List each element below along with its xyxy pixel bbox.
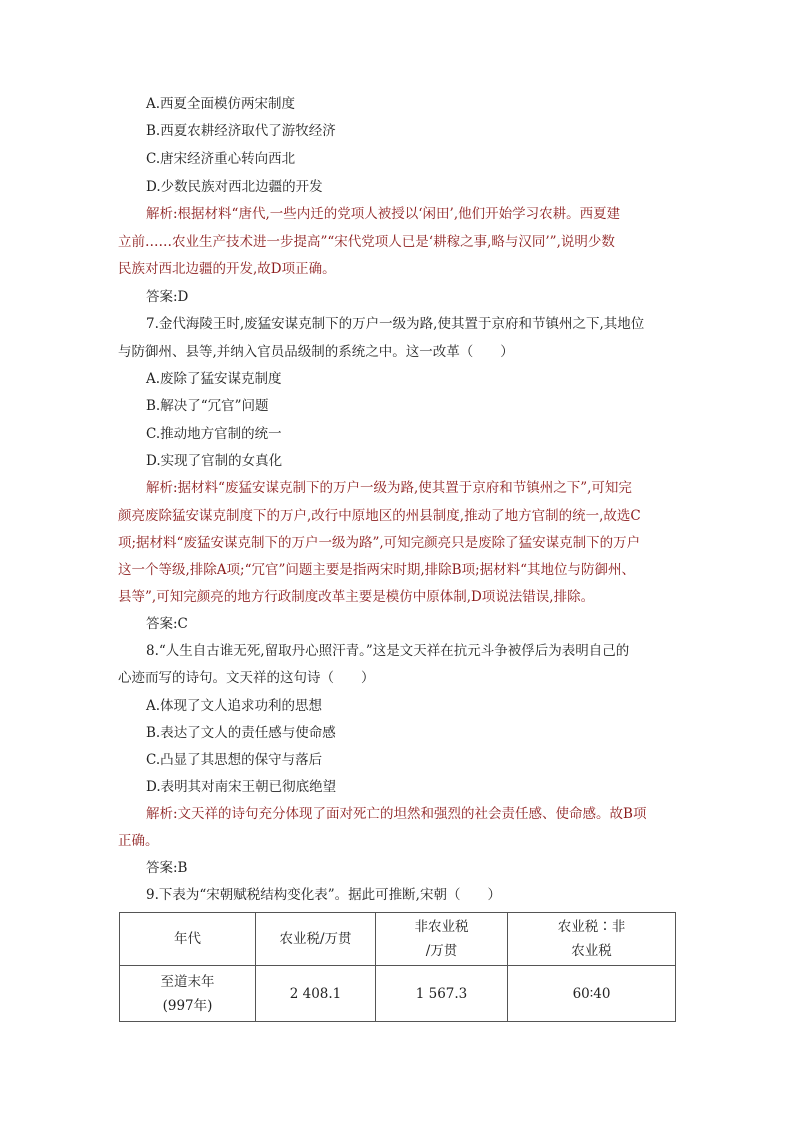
q8-analysis-line: 正确。 bbox=[118, 833, 159, 849]
q6-analysis-line: 民族对西北边疆的开发,故D项正确。 bbox=[118, 261, 336, 277]
q9-stem: 9.下表为“宋朝赋税结构变化表”。据此可推断,宋朝（ ） bbox=[146, 887, 501, 903]
tax-structure-table bbox=[119, 912, 676, 1022]
q7-option-b: B.解决了“冗官”问题 bbox=[146, 398, 269, 414]
cell-text: 至道末年 bbox=[160, 973, 215, 990]
q6-answer: 答案:D bbox=[146, 289, 189, 305]
q8-option-c: C.凸显了其思想的保守与落后 bbox=[146, 752, 323, 768]
q7-analysis-line: 颜亮废除猛安谋克制度下的万户,改行中原地区的州县制度,推动了地方官制的统一,故选C bbox=[118, 508, 641, 524]
header-text: 农业税/万贯 bbox=[279, 931, 352, 947]
q7-analysis-line: 这一个等级,排除A项;“冗官”问题主要是指两宋时期,排除B项;据材料“其地位与防御州、 bbox=[118, 562, 636, 578]
q8-option-a: A.体现了文人追求功利的思想 bbox=[146, 698, 323, 714]
q7-analysis-line: 解析:据材料“废猛安谋克制下的万户一级为路,使其置于京府和节镇州之下”,可知完 bbox=[146, 480, 632, 496]
cell-nonagri-tax bbox=[376, 966, 508, 1022]
table-header-row bbox=[120, 913, 676, 966]
q8-answer: 答案:B bbox=[146, 860, 188, 876]
q7-analysis-line: 县等”,可知完颜亮的地方行政制度改革主要是模仿中原体制,D项说法错误,排除。 bbox=[118, 589, 595, 605]
header-text: 农业税 bbox=[571, 943, 612, 959]
q7-option-c: C.推动地方官制的统一 bbox=[146, 426, 282, 442]
header-text: /万贯 bbox=[425, 943, 458, 959]
q8-stem-line: 心迹而写的诗句。文天祥的这句诗（ ） bbox=[118, 670, 375, 686]
q6-analysis-line: 立前……农业生产技术进一步提高”“宋代党项人已是‘耕稼之事,略与汉同’”,说明少数 bbox=[118, 234, 615, 250]
q7-stem-line: 7.金代海陵王时,废猛安谋克制下的万户一级为路,使其置于京府和节镇州之下,其地位 bbox=[146, 316, 645, 332]
header-cell-ratio bbox=[508, 913, 676, 966]
cell-era bbox=[120, 966, 256, 1022]
header-cell-era bbox=[120, 913, 256, 966]
cell-text: (997年) bbox=[162, 997, 213, 1014]
cell-agri-tax bbox=[256, 966, 376, 1022]
q6-option-a: A.西夏全面模仿两宋制度 bbox=[146, 96, 296, 112]
q8-analysis-line: 解析:文天祥的诗句充分体现了面对死亡的坦然和强烈的社会责任感、使命感。故B项 bbox=[146, 806, 647, 822]
q8-option-b: B.表达了文人的责任感与使命感 bbox=[146, 725, 336, 741]
cell-text: 2 408.1 bbox=[289, 985, 342, 1002]
cell-ratio bbox=[508, 966, 676, 1022]
q8-stem-line: 8.“人生自古谁无死,留取丹心照汗青。”这是文天祥在抗元斗争被俘后为表明自己的 bbox=[146, 643, 630, 659]
q8-option-d: D.表明其对南宋王朝已彻底绝望 bbox=[146, 779, 337, 795]
table-row bbox=[120, 966, 676, 1022]
q6-option-b: B.西夏农耕经济取代了游牧经济 bbox=[146, 123, 336, 139]
cell-text: 1 567.3 bbox=[415, 985, 468, 1002]
q7-option-d: D.实现了官制的女真化 bbox=[146, 453, 283, 469]
q6-analysis-line: 解析:根据材料“唐代,一些内迁的党项人被授以‘闲田’,他们开始学习农耕。西夏建 bbox=[146, 206, 621, 222]
q7-option-a: A.废除了猛安谋克制度 bbox=[146, 371, 282, 387]
header-text: 非农业税 bbox=[414, 919, 469, 935]
header-cell-agri-tax bbox=[256, 913, 376, 966]
q7-stem-line: 与防御州、县等,并纳入官员品级制的系统之中。这一改革（ ） bbox=[118, 344, 514, 360]
header-text: 年代 bbox=[174, 931, 201, 947]
header-text: 农业税∶非 bbox=[557, 919, 626, 935]
q7-answer: 答案:C bbox=[146, 616, 188, 632]
q7-analysis-line: 项;据材料“废猛安谋克制下的万户一级为路”,可知完颜亮只是废除了猛安谋克制下的万户 bbox=[118, 535, 641, 551]
header-cell-nonagri-tax bbox=[376, 913, 508, 966]
cell-text: 60∶40 bbox=[572, 985, 611, 1002]
q6-option-d: D.少数民族对西北边疆的开发 bbox=[146, 179, 323, 195]
q6-option-c: C.唐宋经济重心转向西北 bbox=[146, 151, 296, 167]
